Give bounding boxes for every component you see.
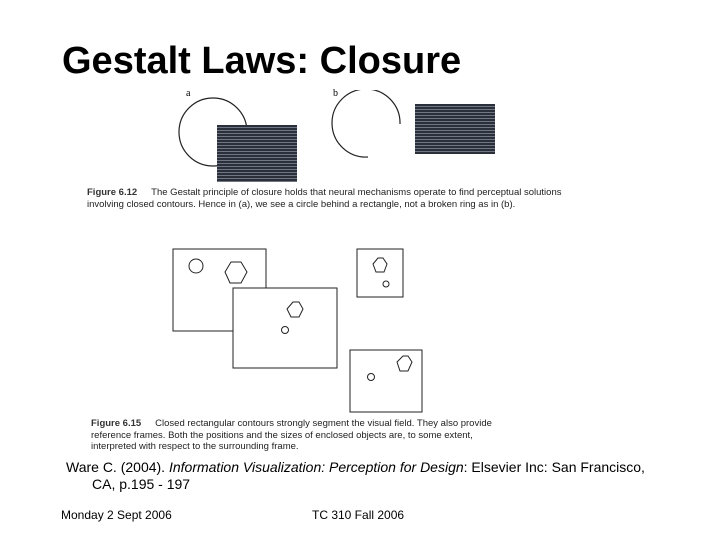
footer-date: Monday 2 Sept 2006 [61, 508, 172, 522]
frame-top-right [357, 249, 403, 297]
closure-figure-6-12 [170, 90, 510, 185]
circle-shape [383, 281, 389, 287]
hexagon-shape [225, 262, 247, 283]
hexagon-shape [397, 356, 412, 371]
frame-bottom-right [350, 350, 422, 412]
citation-line-2: CA, p.195 - 197 [92, 476, 191, 492]
reference-frames-figure-6-15 [170, 246, 520, 416]
figure-6-15-text: Closed rectangular contours strongly segment the visual field. They also provide reference frames. Both the positions and the sizes of enclosed objects are, to some extent, interpreted with respect to the surrounding frame. [91, 418, 492, 452]
figure-6-15-number: Figure 6.15 [91, 418, 142, 429]
figure-6-15-caption [91, 418, 511, 453]
circle-shape [368, 374, 375, 381]
broken-ring [332, 90, 400, 157]
slide-title: Gestalt Laws: Closure [62, 40, 462, 82]
figure-label-a: a [186, 88, 191, 99]
citation-book-title: Information Visualization: Perception for Design [168, 459, 464, 475]
circle-shape [189, 259, 203, 273]
figure-6-12-caption [87, 187, 587, 210]
figure-6-12-number: Figure 6.12 [87, 187, 138, 198]
citation-publisher: : Elsevier Inc: San Francisco, [463, 459, 645, 475]
citation [66, 459, 666, 493]
figure-6-12-text: The Gestalt principle of closure holds that neural mechanisms operate to find perceptual solutions involving closed contours. Hence in (a), we see a circle behind a rectangle, not a broken ring as in (b). [87, 187, 562, 210]
frame-center [233, 288, 337, 368]
citation-line-1 [66, 459, 666, 476]
footer-course: TC 310 Fall 2006 [312, 508, 405, 522]
citation-author: Ware C. (2004). [66, 459, 169, 475]
hexagon-shape [373, 258, 387, 272]
figure-label-b: b [333, 88, 338, 99]
separate-rectangle [415, 104, 495, 154]
occluding-rectangle [217, 125, 297, 182]
